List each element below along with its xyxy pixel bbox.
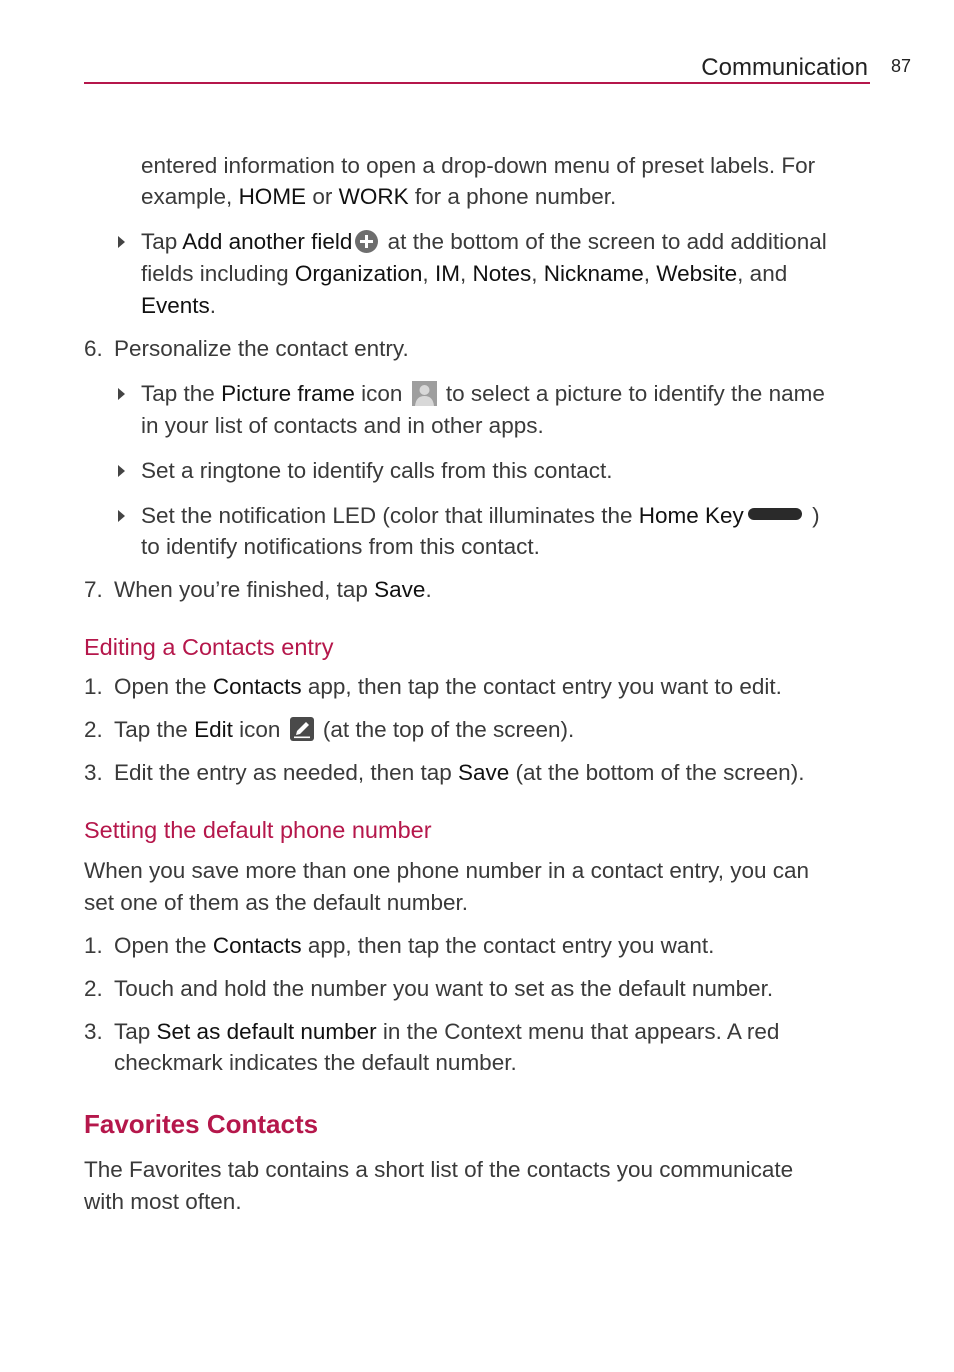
favorites-line-1: The Favorites tab contains a short list of the contacts you communicate [84, 1157, 794, 1182]
save-label: Save [374, 577, 426, 602]
bullet-text [141, 226, 878, 321]
step-number: 7. [84, 577, 103, 602]
home-key-icon [748, 508, 802, 520]
text-span: at the bottom of the screen to add additional [381, 229, 827, 254]
intro-line-1: When you save more than one phone number in a contact entry, you can [84, 858, 810, 883]
text-span: When you’re finished, tap [114, 577, 375, 602]
favorites-line-2: with most often. [84, 1189, 242, 1214]
intro-continuation [141, 150, 881, 212]
step-text [114, 930, 874, 961]
step-text [114, 757, 874, 788]
step-number: 1. [84, 674, 103, 699]
step-text: Touch and hold the number you want to set as the default number. [114, 976, 774, 1001]
section-heading-favorites: Favorites Contacts [84, 1109, 319, 1139]
intro-line-2 [141, 181, 881, 212]
step-number: 3. [84, 1019, 103, 1044]
bullet-arrow-icon [118, 388, 125, 400]
text-span: to select a picture to identify the name [439, 381, 825, 406]
text-span: ) [805, 503, 820, 528]
add-another-field-label: Add another field [182, 229, 353, 254]
bullet-line-2: to identify notifications from this contact. [141, 534, 540, 559]
step-text [114, 671, 874, 702]
step-number: 6. [84, 336, 103, 361]
step-number: 2. [84, 976, 103, 1001]
text-span: app, then tap the contact entry you want to edit. [301, 674, 782, 699]
field-im: IM [434, 261, 460, 286]
text-span: . [425, 577, 432, 602]
text-span: for a phone number. [408, 184, 617, 209]
field-events: Events [141, 293, 210, 318]
save-label: Save [458, 760, 510, 785]
text-span: Edit the entry as needed, then tap [114, 760, 458, 785]
step-text [114, 574, 874, 605]
text-span: app, then tap the contact entry you want. [301, 933, 715, 958]
page-number: 87 [891, 56, 912, 76]
intro-line-2: set one of them as the default number. [84, 890, 468, 915]
bullet-text [141, 500, 878, 562]
bullet-text [141, 378, 878, 441]
intro-line-1: entered information to open a drop-down menu of preset labels. For [141, 153, 816, 178]
home-key-label: Home Key [638, 503, 744, 528]
bullet-line-3 [141, 290, 878, 321]
label-home: HOME [238, 184, 307, 209]
bullet-line-2: in your list of contacts and in other apps. [141, 413, 544, 438]
contacts-app-label: Contacts [212, 674, 302, 699]
step-number: 2. [84, 717, 103, 742]
bullet-arrow-icon [118, 510, 125, 522]
plus-circle-icon [355, 230, 378, 253]
section-heading-default-number: Setting the default phone number [84, 817, 432, 843]
text-span: (at the bottom of the screen). [509, 760, 805, 785]
text-span: , [422, 261, 435, 286]
pencil-edit-icon [290, 717, 314, 741]
text-span: , [643, 261, 657, 286]
section-title: Communication [701, 54, 868, 81]
picture-frame-label: Picture frame [221, 381, 355, 406]
step-text: Personalize the contact entry. [114, 336, 409, 361]
text-span: icon [232, 717, 287, 742]
bullet-arrow-icon [118, 236, 125, 248]
edit-label: Edit [194, 717, 233, 742]
text-span: Open the [114, 933, 213, 958]
step-number: 3. [84, 760, 103, 785]
text-span: in the Context menu that appears. A red [376, 1019, 780, 1044]
step-number: 1. [84, 933, 103, 958]
step-text [114, 1016, 874, 1078]
bullet-line-1 [141, 500, 878, 531]
text-span: Tap the [141, 381, 222, 406]
field-notes: Notes [472, 261, 532, 286]
text-span: icon [354, 381, 409, 406]
field-organization: Organization [294, 261, 423, 286]
bullet-line-1 [141, 378, 878, 409]
set-default-label: Set as default number [156, 1019, 377, 1044]
page-header [84, 52, 870, 84]
bullet-line-1 [141, 226, 878, 257]
text-span: fields including [141, 261, 295, 286]
default-number-intro [84, 855, 874, 918]
text-span: example, [141, 184, 239, 209]
text-span: Set the notification LED (color that illuminates the [141, 503, 639, 528]
bullet-arrow-icon [118, 465, 125, 477]
text-span: , and [737, 261, 788, 286]
person-icon [412, 381, 437, 406]
bullet-line-2 [141, 258, 878, 289]
field-website: Website [656, 261, 738, 286]
label-work: WORK [338, 184, 409, 209]
text-span: Tap [141, 229, 183, 254]
text-span: , [531, 261, 544, 286]
text-span: Tap [114, 1019, 157, 1044]
step-line-2: checkmark indicates the default number. [114, 1050, 517, 1075]
bullet-text: Set a ringtone to identify calls from this contact. [141, 458, 613, 483]
field-nickname: Nickname [543, 261, 644, 286]
contacts-app-label: Contacts [212, 933, 302, 958]
text-span: Open the [114, 674, 213, 699]
text-span: or [306, 184, 339, 209]
favorites-paragraph [84, 1154, 874, 1217]
step-text [114, 714, 874, 745]
text-span: Tap the [114, 717, 195, 742]
text-span: (at the top of the screen). [316, 717, 575, 742]
text-span: , [459, 261, 473, 286]
section-heading-editing: Editing a Contacts entry [84, 634, 334, 660]
step-line-1 [114, 1016, 874, 1047]
text-span: . [209, 293, 217, 318]
